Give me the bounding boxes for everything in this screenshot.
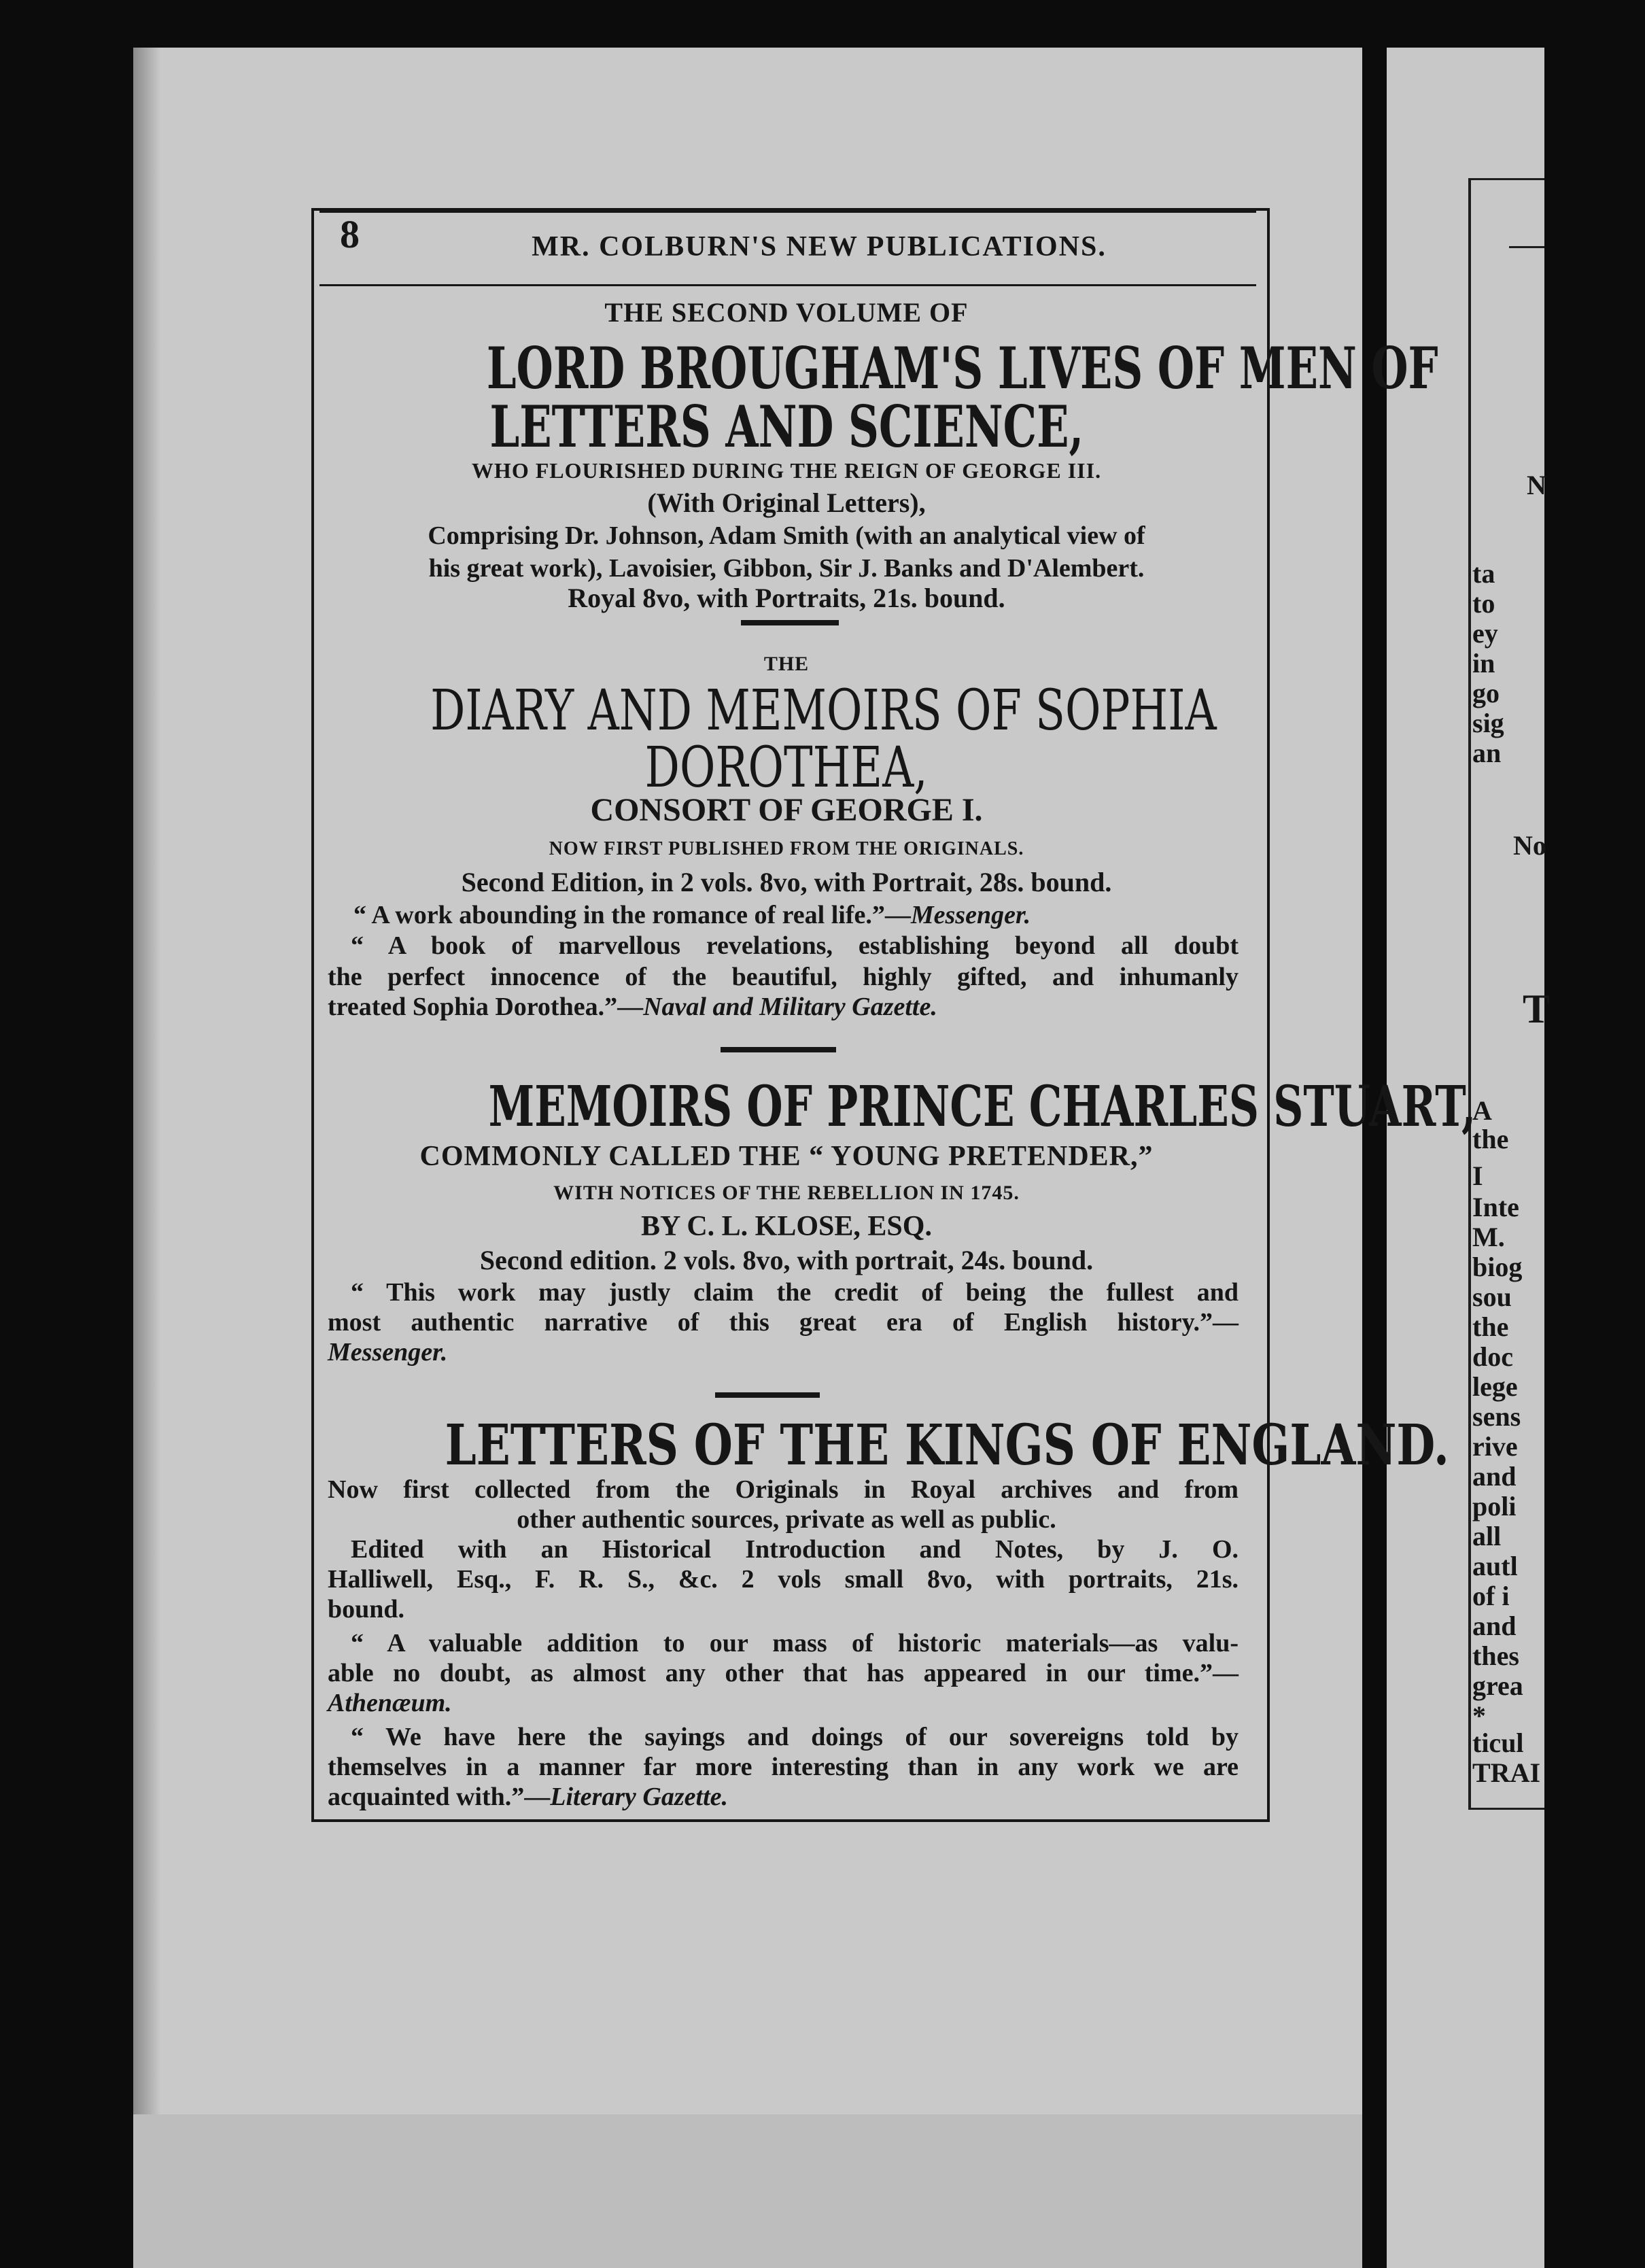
ad3-quote-line1: “ This work may justly claim the credit of being the fullest and: [351, 1278, 1239, 1307]
ad2-quote1-source: Messenger.: [910, 901, 1031, 929]
page-number: 8: [340, 212, 360, 256]
ad2-title-line1: DIARY AND MEMOIRS OF SOPHIA: [430, 678, 1217, 743]
ad4-quote1-source-text: Athenæum.: [328, 1689, 452, 1717]
ad4-title-wrap: [319, 1411, 1449, 1479]
ad1-title-line1-wrap: [319, 334, 1438, 402]
section-rule-2: [721, 1047, 836, 1052]
ad4-quote1-source: [328, 1686, 452, 1720]
ad4-quote2-source: Literary Gazette.: [550, 1783, 728, 1811]
ad2-quote1-text: “ A work abounding in the romance of real life.”—: [353, 901, 911, 929]
ad2-quote2-line1: “ A book of marvellous revelations, establishing beyond all doubt: [351, 931, 1239, 960]
ad2-quote2-line3-text: treated Sophia Dorothea.”—: [328, 993, 644, 1021]
ad3-format: Second edition. 2 vols. 8vo, with portrait, 24s. bound.: [479, 1245, 1094, 1275]
ad4-title: LETTERS OF THE KINGS OF ENGLAND.: [445, 1413, 1449, 1478]
ad1-body-line1: Comprising Dr. Johnson, Adam Smith (with an analytical view of: [428, 521, 1145, 550]
ad3-quote-source-text: Messenger.: [328, 1338, 448, 1367]
adjacent-page-fragment: sens: [1472, 1401, 1521, 1432]
adjacent-page-fragment: M.: [1472, 1222, 1505, 1252]
ad3-note: WITH NOTICES OF THE REBELLION IN 1745.: [553, 1182, 1020, 1204]
adjacent-page-fragment: Inte: [1472, 1192, 1519, 1222]
adjacent-page-fragment: thes: [1472, 1640, 1519, 1671]
adjacent-page-fragment: all: [1472, 1521, 1502, 1551]
page-gutter-shadow: [133, 48, 160, 2268]
adjacent-page-fragment: and: [1472, 1461, 1517, 1492]
adjacent-page-fragment: sou: [1472, 1282, 1512, 1312]
ad4-quote2-line3: [328, 1780, 728, 1814]
ad2-format: Second Edition, in 2 vols. 8vo, with Portrait, 28s. bound.: [461, 867, 1112, 897]
ad1-kicker: THE SECOND VOLUME OF: [604, 297, 969, 328]
adjacent-page-fragment: to: [1472, 588, 1495, 619]
ad2-title-line3: CONSORT OF GEORGE I.: [590, 792, 983, 828]
adjacent-page-fragment: ticul: [1472, 1728, 1524, 1758]
adjacent-page-fragment: ey: [1472, 618, 1498, 649]
ad4-quote1-line2: able no doubt, as almost any other that has appeared in our time.”—: [328, 1659, 1239, 1687]
ad4-desc-line1: Now first collected from the Originals in Royal archives and from: [328, 1475, 1239, 1504]
section-rule-3: [715, 1392, 820, 1398]
adjacent-page-fragment: doc: [1472, 1341, 1513, 1372]
ad2-quote2-source: Naval and Military Gazette.: [643, 993, 937, 1021]
ad4-quote2-line2: themselves in a manner far more interesting than in any work we are: [328, 1753, 1239, 1781]
adjacent-page-fragment: autl: [1472, 1551, 1518, 1581]
ad3-quote-source: [328, 1335, 447, 1369]
adjacent-page-fragment: go: [1472, 678, 1500, 708]
advert-column: [319, 0, 1476, 2268]
section-rule-1: [741, 620, 839, 625]
ad3-title: MEMOIRS OF PRINCE CHARLES STUART,: [488, 1074, 1476, 1139]
ad4-edited-line3: bound.: [328, 1595, 405, 1623]
ad2-quote1: [353, 897, 1031, 933]
ad3-quote-line2: most authentic narrative of this great era of English history.”—: [328, 1308, 1239, 1337]
ad2-subtitle: NOW FIRST PUBLISHED FROM THE ORIGINALS.: [549, 838, 1024, 859]
ad1-title-line1: LORD BROUGHAM'S LIVES OF MEN OF: [486, 334, 1438, 402]
adjacent-page-fragment: lege: [1472, 1371, 1518, 1402]
adjacent-page-fragment: T: [1523, 986, 1551, 1031]
adjacent-page-fragment: N: [1527, 470, 1546, 500]
adjacent-page-fragment: A: [1472, 1095, 1492, 1126]
adjacent-page-fragment: and: [1472, 1611, 1517, 1641]
ad3-title-wrap: [319, 1073, 1476, 1141]
ad2-title-line2: DOROTHEA,: [645, 736, 928, 800]
ad2-quote2-line2: the perfect innocence of the beautiful, highly gifted, and inhumanly: [328, 963, 1239, 991]
ad1-note: (With Original Letters),: [647, 487, 926, 518]
adjacent-page-rule: [1509, 246, 1544, 248]
adjacent-page-fragment: poli: [1472, 1491, 1517, 1522]
adjacent-page-fragment: sig: [1472, 708, 1504, 738]
ad3-author: BY C. L. KLOSE, ESQ.: [641, 1211, 932, 1242]
adjacent-page-fragment: I: [1472, 1161, 1483, 1191]
ad1-body-line2: his great work), Lavoisier, Gibbon, Sir J. Banks and D'Alembert.: [428, 554, 1145, 583]
adjacent-page-fragment: No: [1513, 830, 1546, 861]
adjacent-page-fragment: grea: [1472, 1670, 1523, 1701]
ad4-desc-line2: other authentic sources, private as well as public.: [517, 1505, 1056, 1534]
ad2-kicker: THE: [763, 653, 810, 675]
ad4-quote1-line1: “ A valuable addition to our mass of historic materials—as valu-: [351, 1629, 1239, 1657]
adjacent-page-fragment: rive: [1472, 1431, 1518, 1462]
running-title: MR. COLBURN'S NEW PUBLICATIONS.: [532, 231, 1107, 262]
ad1-title-line2-wrap: [319, 393, 1253, 461]
ad1-title-line2: LETTERS AND SCIENCE,: [489, 393, 1084, 460]
ad1-format: Royal 8vo, with Portraits, 21s. bound.: [568, 583, 1005, 613]
adjacent-page-fragment: of i: [1472, 1581, 1510, 1611]
adjacent-page-fragment: the: [1472, 1311, 1509, 1342]
ad3-subtitle: COMMONLY CALLED THE “ YOUNG PRETENDER,”: [419, 1141, 1154, 1172]
adjacent-page-fragment: an: [1472, 738, 1502, 768]
adjacent-page-fragment: biog: [1472, 1252, 1523, 1282]
adjacent-page-fragment: *: [1472, 1700, 1486, 1731]
adjacent-page-fragment: in: [1472, 648, 1495, 678]
adjacent-page-fragment: the: [1472, 1124, 1509, 1154]
adjacent-page-fragment: ta: [1472, 558, 1495, 589]
ad4-quote2-line3-text: acquainted with.”—: [328, 1783, 551, 1811]
ad4-quote2-line1: “ We have here the sayings and doings of our sovereigns told by: [351, 1723, 1239, 1751]
ad2-quote2-line3: [328, 990, 937, 1024]
ad4-edited-line1: Edited with an Historical Introduction and Notes, by J. O.: [351, 1535, 1239, 1564]
adjacent-page-fragment: TRAI: [1472, 1757, 1541, 1788]
ad1-subtitle: WHO FLOURISHED DURING THE REIGN OF GEORGE III.: [471, 458, 1102, 483]
ad4-edited-line2: Halliwell, Esq., F. R. S., &c. 2 vols small 8vo, with portraits, 21s.: [328, 1565, 1239, 1594]
